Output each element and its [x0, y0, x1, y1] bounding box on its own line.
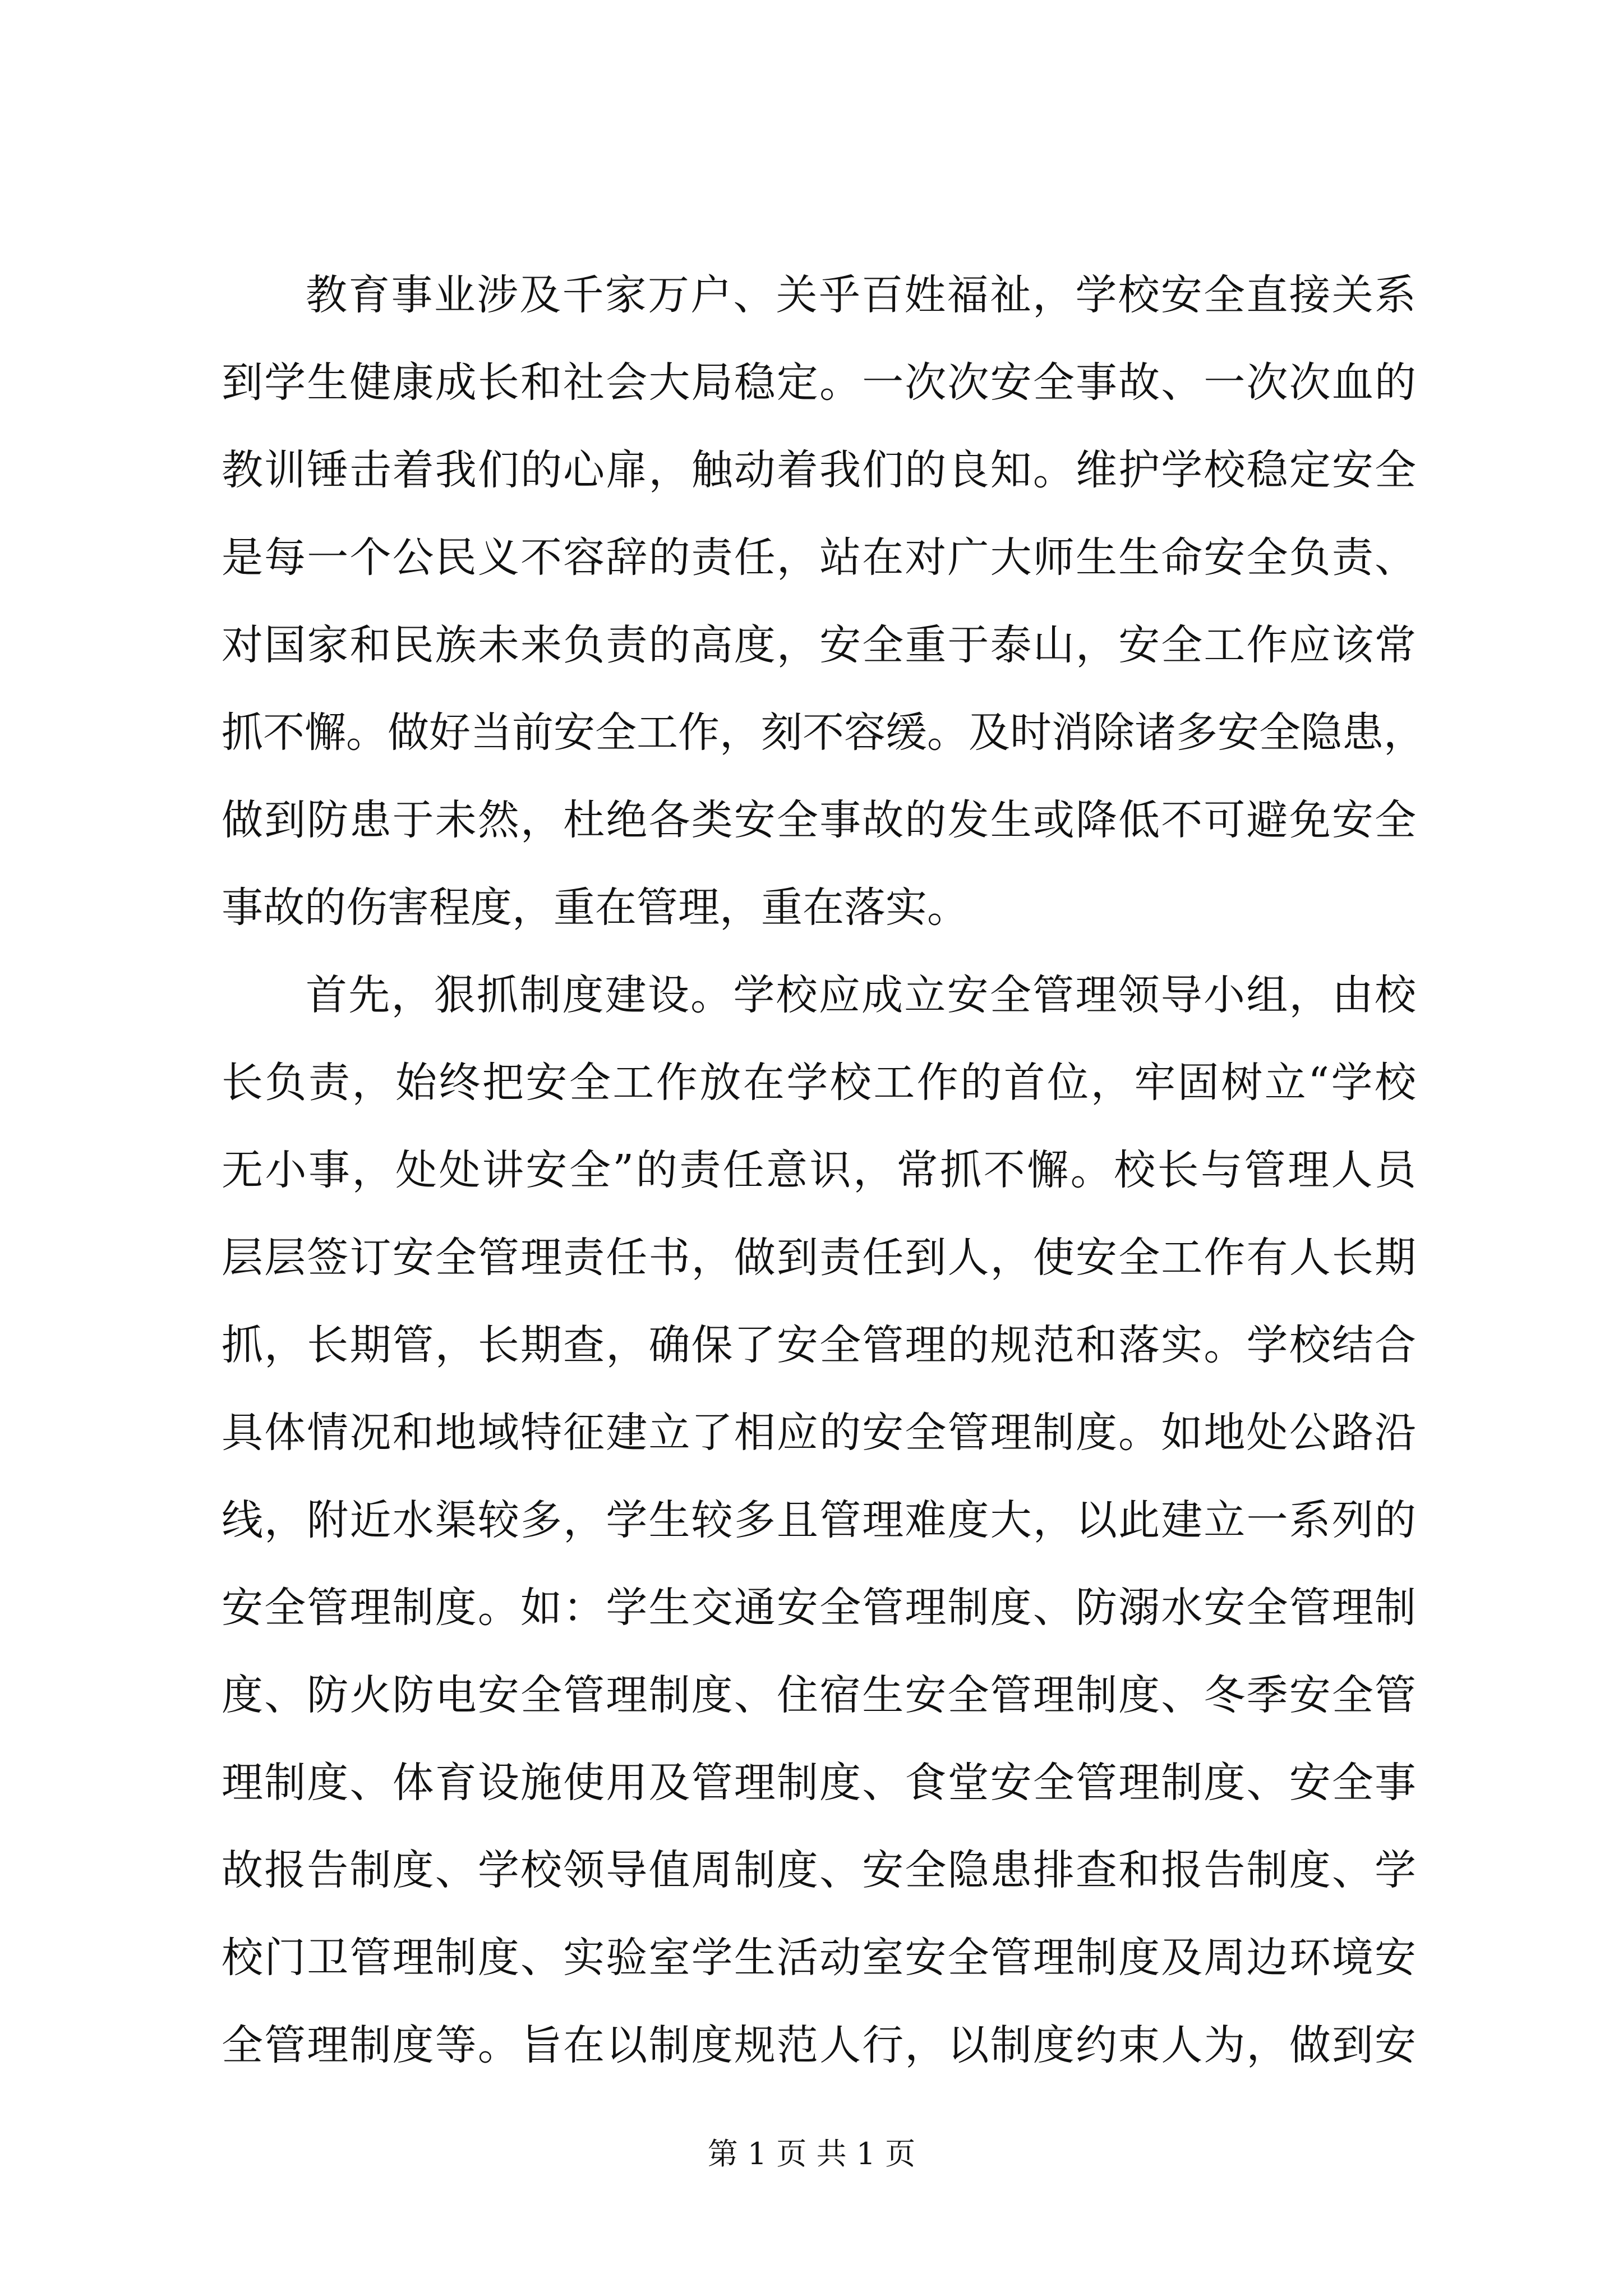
text-line: 抓不懈。做好当前安全工作，刻不容缓。及时消除诸多安全隐患， [222, 708, 1425, 757]
text-line: 首先，狠抓制度建设。学校应成立安全管理领导小组，由校 [306, 971, 1416, 1019]
text-line: 线，附近水渠较多，学生较多且管理难度大，以此建立一系列的 [222, 1496, 1416, 1544]
text-line: 抓，长期管，长期查，确保了安全管理的规范和落实。学校结合 [222, 1321, 1416, 1369]
paragraph-1 [222, 251, 1425, 951]
text-line: 校门卫管理制度、实验室学生活动室安全管理制度及周边环境安 [222, 1934, 1416, 1982]
text-line: 具体情况和地域特征建立了相应的安全管理制度。如地处公路沿 [222, 1409, 1416, 1457]
text-line: 做到防患于未然，杜绝各类安全事故的发生或降低不可避免安全 [222, 796, 1416, 844]
text-line: 层层签订安全管理责任书，做到责任到人，使安全工作有人长期 [222, 1234, 1416, 1282]
text-line: 理制度、体育设施使用及管理制度、食堂安全管理制度、安全事 [222, 1759, 1416, 1807]
text-line: 度、防火防电安全管理制度、住宿生安全管理制度、冬季安全管 [222, 1671, 1416, 1719]
text-line: 是每一个公民义不容辞的责任，站在对广大师生生命安全负责、 [222, 533, 1416, 582]
page-footer [0, 2134, 1623, 2174]
text-line: 安全管理制度。如：学生交通安全管理制度、防溺水安全管理制 [222, 1584, 1416, 1632]
page-number: 第 1 页 共 1 页 [707, 2136, 916, 2171]
text-line: 对国家和民族未来负责的高度，安全重于泰山，安全工作应该常 [222, 621, 1416, 669]
text-line: 无小事，处处讲安全”的责任意识，常抓不懈。校长与管理人员 [222, 1146, 1416, 1194]
text-line: 长负责，始终把安全工作放在学校工作的首位，牢固树立“学校 [222, 1059, 1416, 1107]
text-line: 全管理制度等。旨在以制度规范人行，以制度约束人为，做到安 [222, 2021, 1416, 2069]
text-line: 教育事业涉及千家万户、关乎百姓福祉，学校安全直接关系 [306, 271, 1416, 319]
text-line: 事故的伤害程度，重在管理，重在落实。 [222, 884, 969, 932]
paragraph-2 [222, 951, 1416, 2089]
text-line: 到学生健康成长和社会大局稳定。一次次安全事故、一次次血的 [222, 358, 1416, 407]
text-line: 教训锤击着我们的心扉，触动着我们的良知。维护学校稳定安全 [222, 446, 1416, 494]
text-line: 故报告制度、学校领导值周制度、安全隐患排查和报告制度、学 [222, 1846, 1416, 1894]
document-body [222, 251, 1425, 2089]
